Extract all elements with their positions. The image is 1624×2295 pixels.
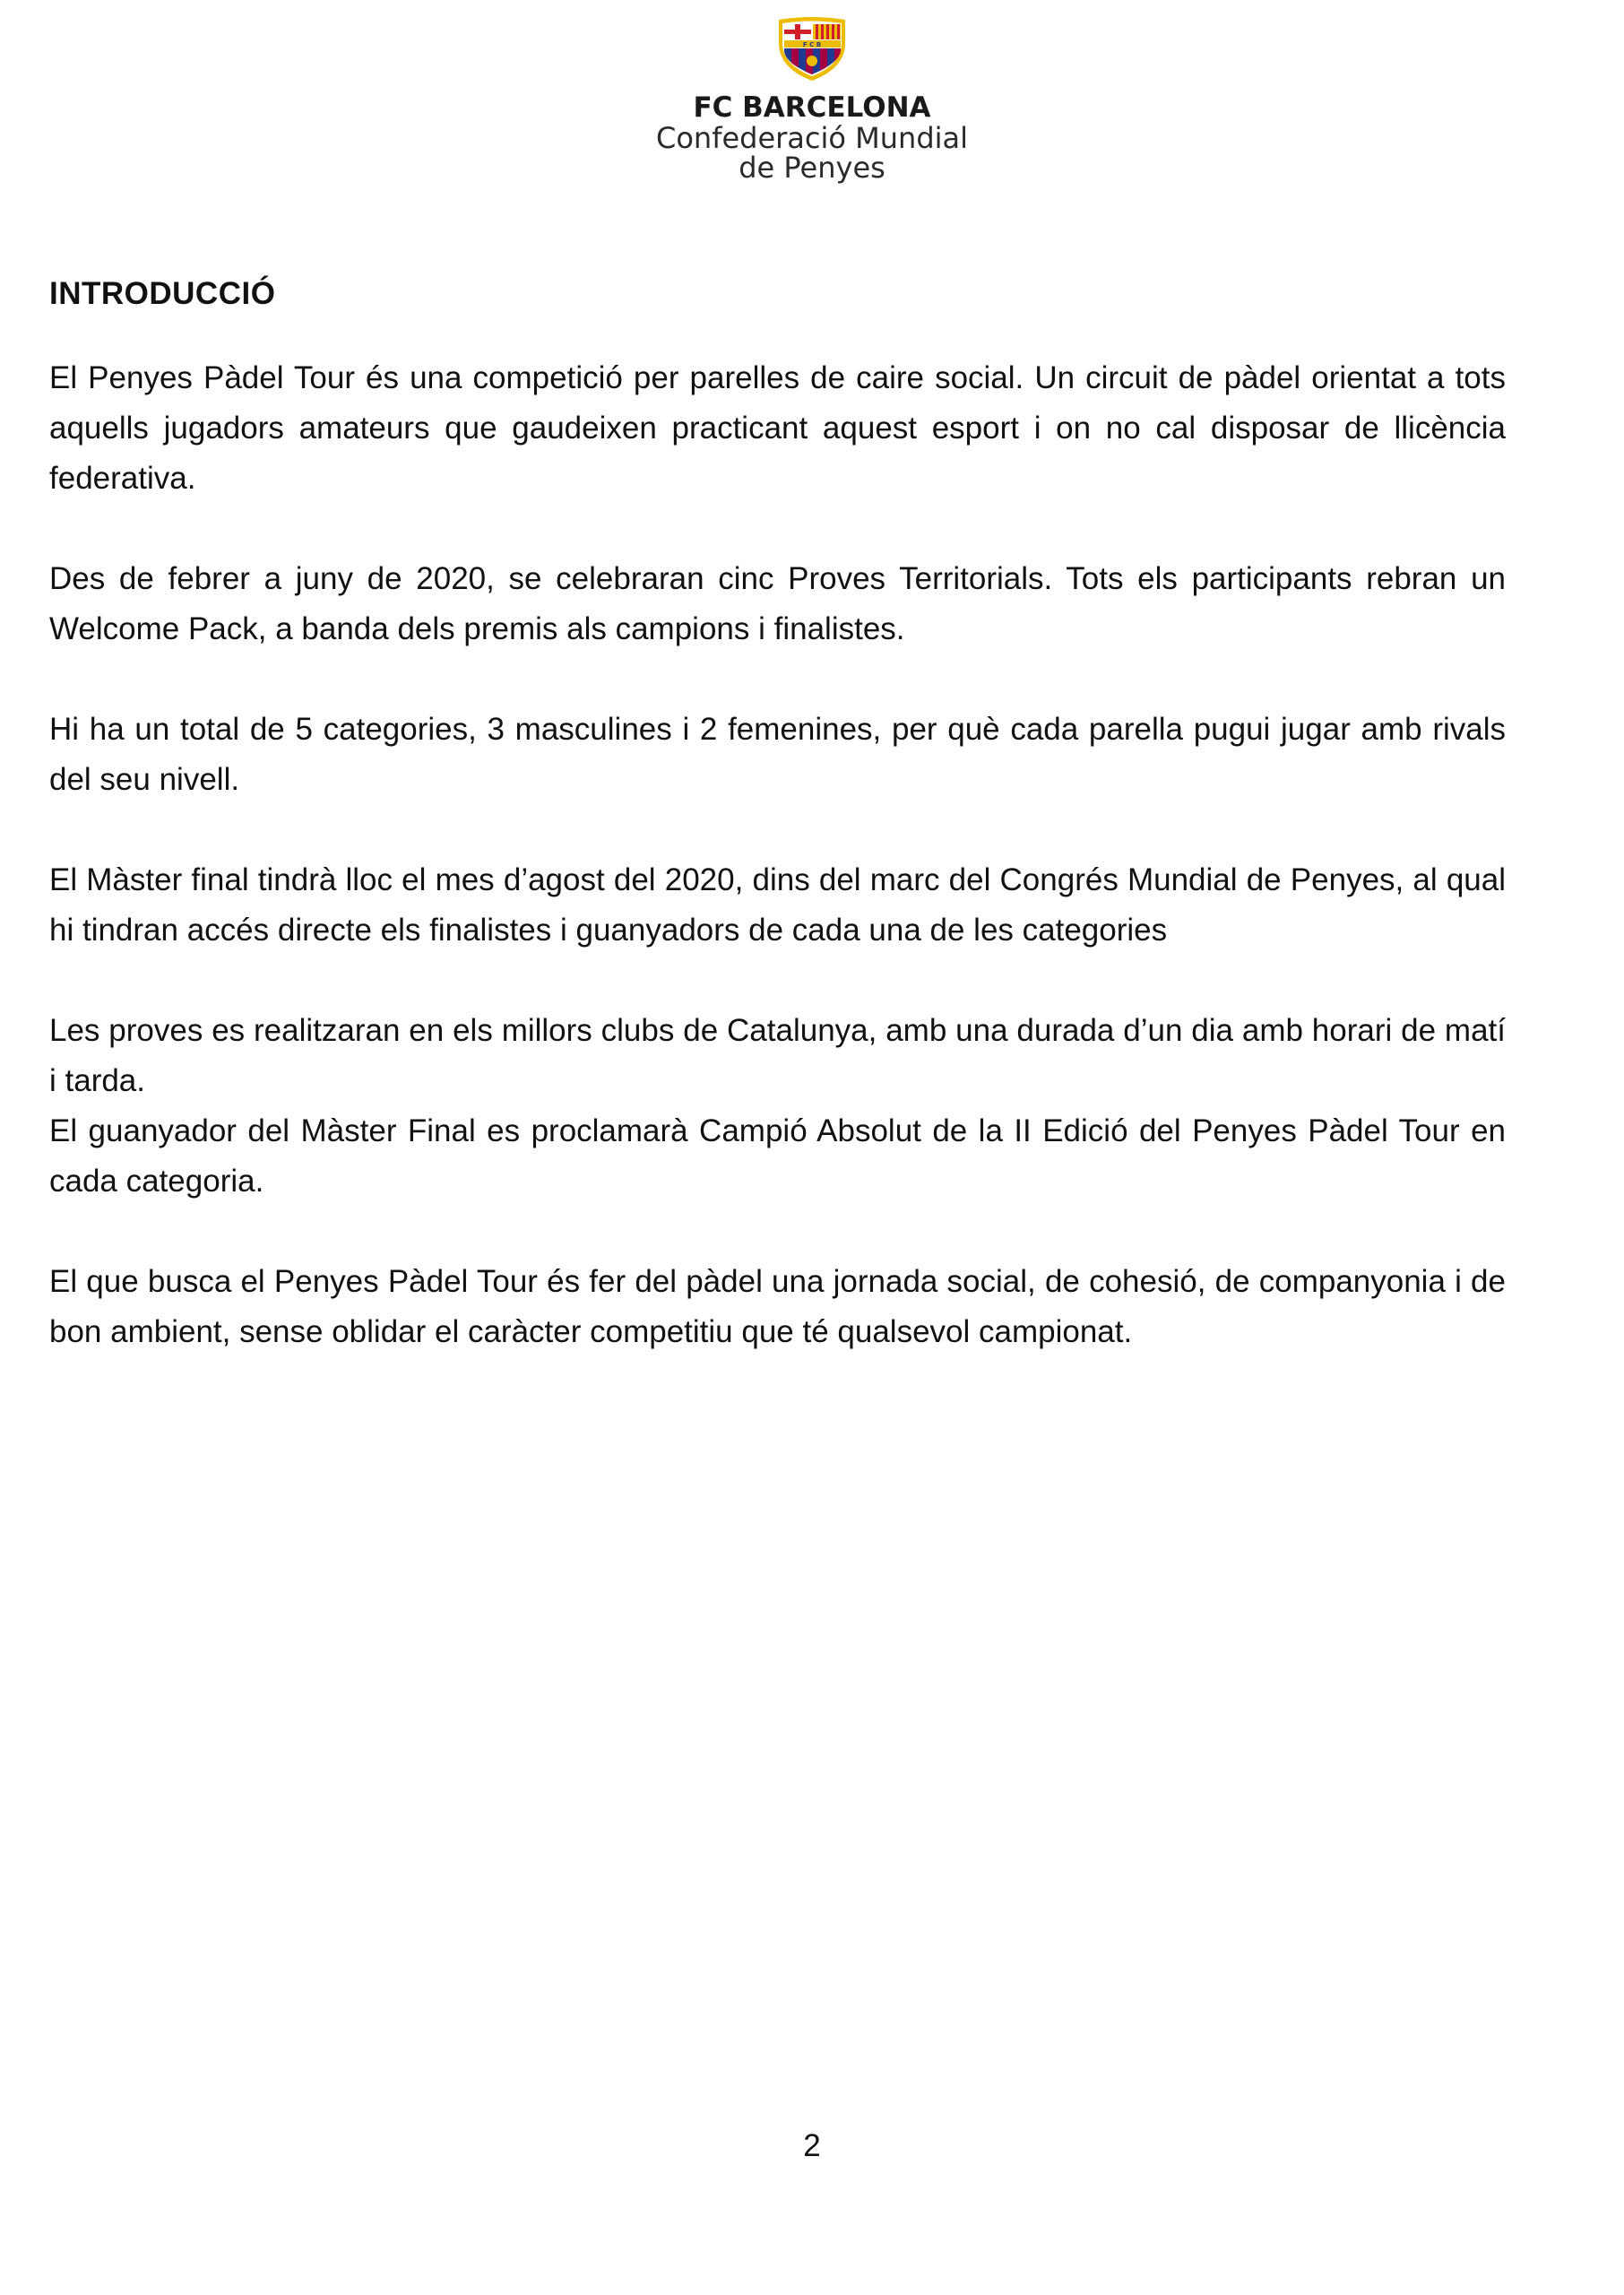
document-body bbox=[49, 269, 1506, 1407]
paragraph: El Penyes Pàdel Tour és una competició per parelles de caire social. Un circuit de pàdel orientat a tots aquells jugadors amateurs que gaudeixen practicant aquest esport i on no cal disposar de llicència federativa. bbox=[49, 360, 1506, 496]
page-header bbox=[0, 16, 1624, 183]
paragraph: El Màster final tindrà lloc el mes d’agost del 2020, dins del marc del Congrés Mundial de Penyes, al qual hi tindran accés directe els finalistes i guanyadors de cada una de les categories bbox=[49, 862, 1506, 948]
org-name: FC BARCELONA bbox=[693, 91, 931, 124]
paragraph: El que busca el Penyes Pàdel Tour és fer del pàdel una jornada social, de cohesió, de companyonia i de bon ambient, sense oblidar el caràcter competitiu que té qualsevol campionat. bbox=[49, 1264, 1506, 1349]
paragraph: Les proves es realitzaran en els millors clubs de Catalunya, amb una durada d’un dia amb horari de matí i tarda. bbox=[49, 1013, 1506, 1098]
org-subtitle-line-1: Confederació Mundial bbox=[655, 121, 969, 155]
svg-text:F C B: F C B bbox=[802, 41, 822, 48]
paragraph: Des de febrer a juny de 2020, se celebraran cinc Proves Territorials. Tots els participants rebran un Welcome Pack, a banda dels premis als campions i finalistes. bbox=[49, 561, 1506, 646]
section-heading: INTRODUCCIÓ bbox=[49, 276, 276, 311]
paragraph: Hi ha un total de 5 categories, 3 masculines i 2 femenines, per què cada parella pugui jugar amb rivals del seu nivell. bbox=[49, 712, 1506, 797]
page-number: 2 bbox=[803, 2128, 821, 2163]
fc-barcelona-crest-icon bbox=[773, 16, 851, 82]
paragraph: El guanyador del Màster Final es proclamarà Campió Absolut de la II Edició del Penyes Pàdel Tour en cada categoria. bbox=[49, 1113, 1506, 1199]
org-subtitle-line-2: de Penyes bbox=[739, 151, 885, 185]
